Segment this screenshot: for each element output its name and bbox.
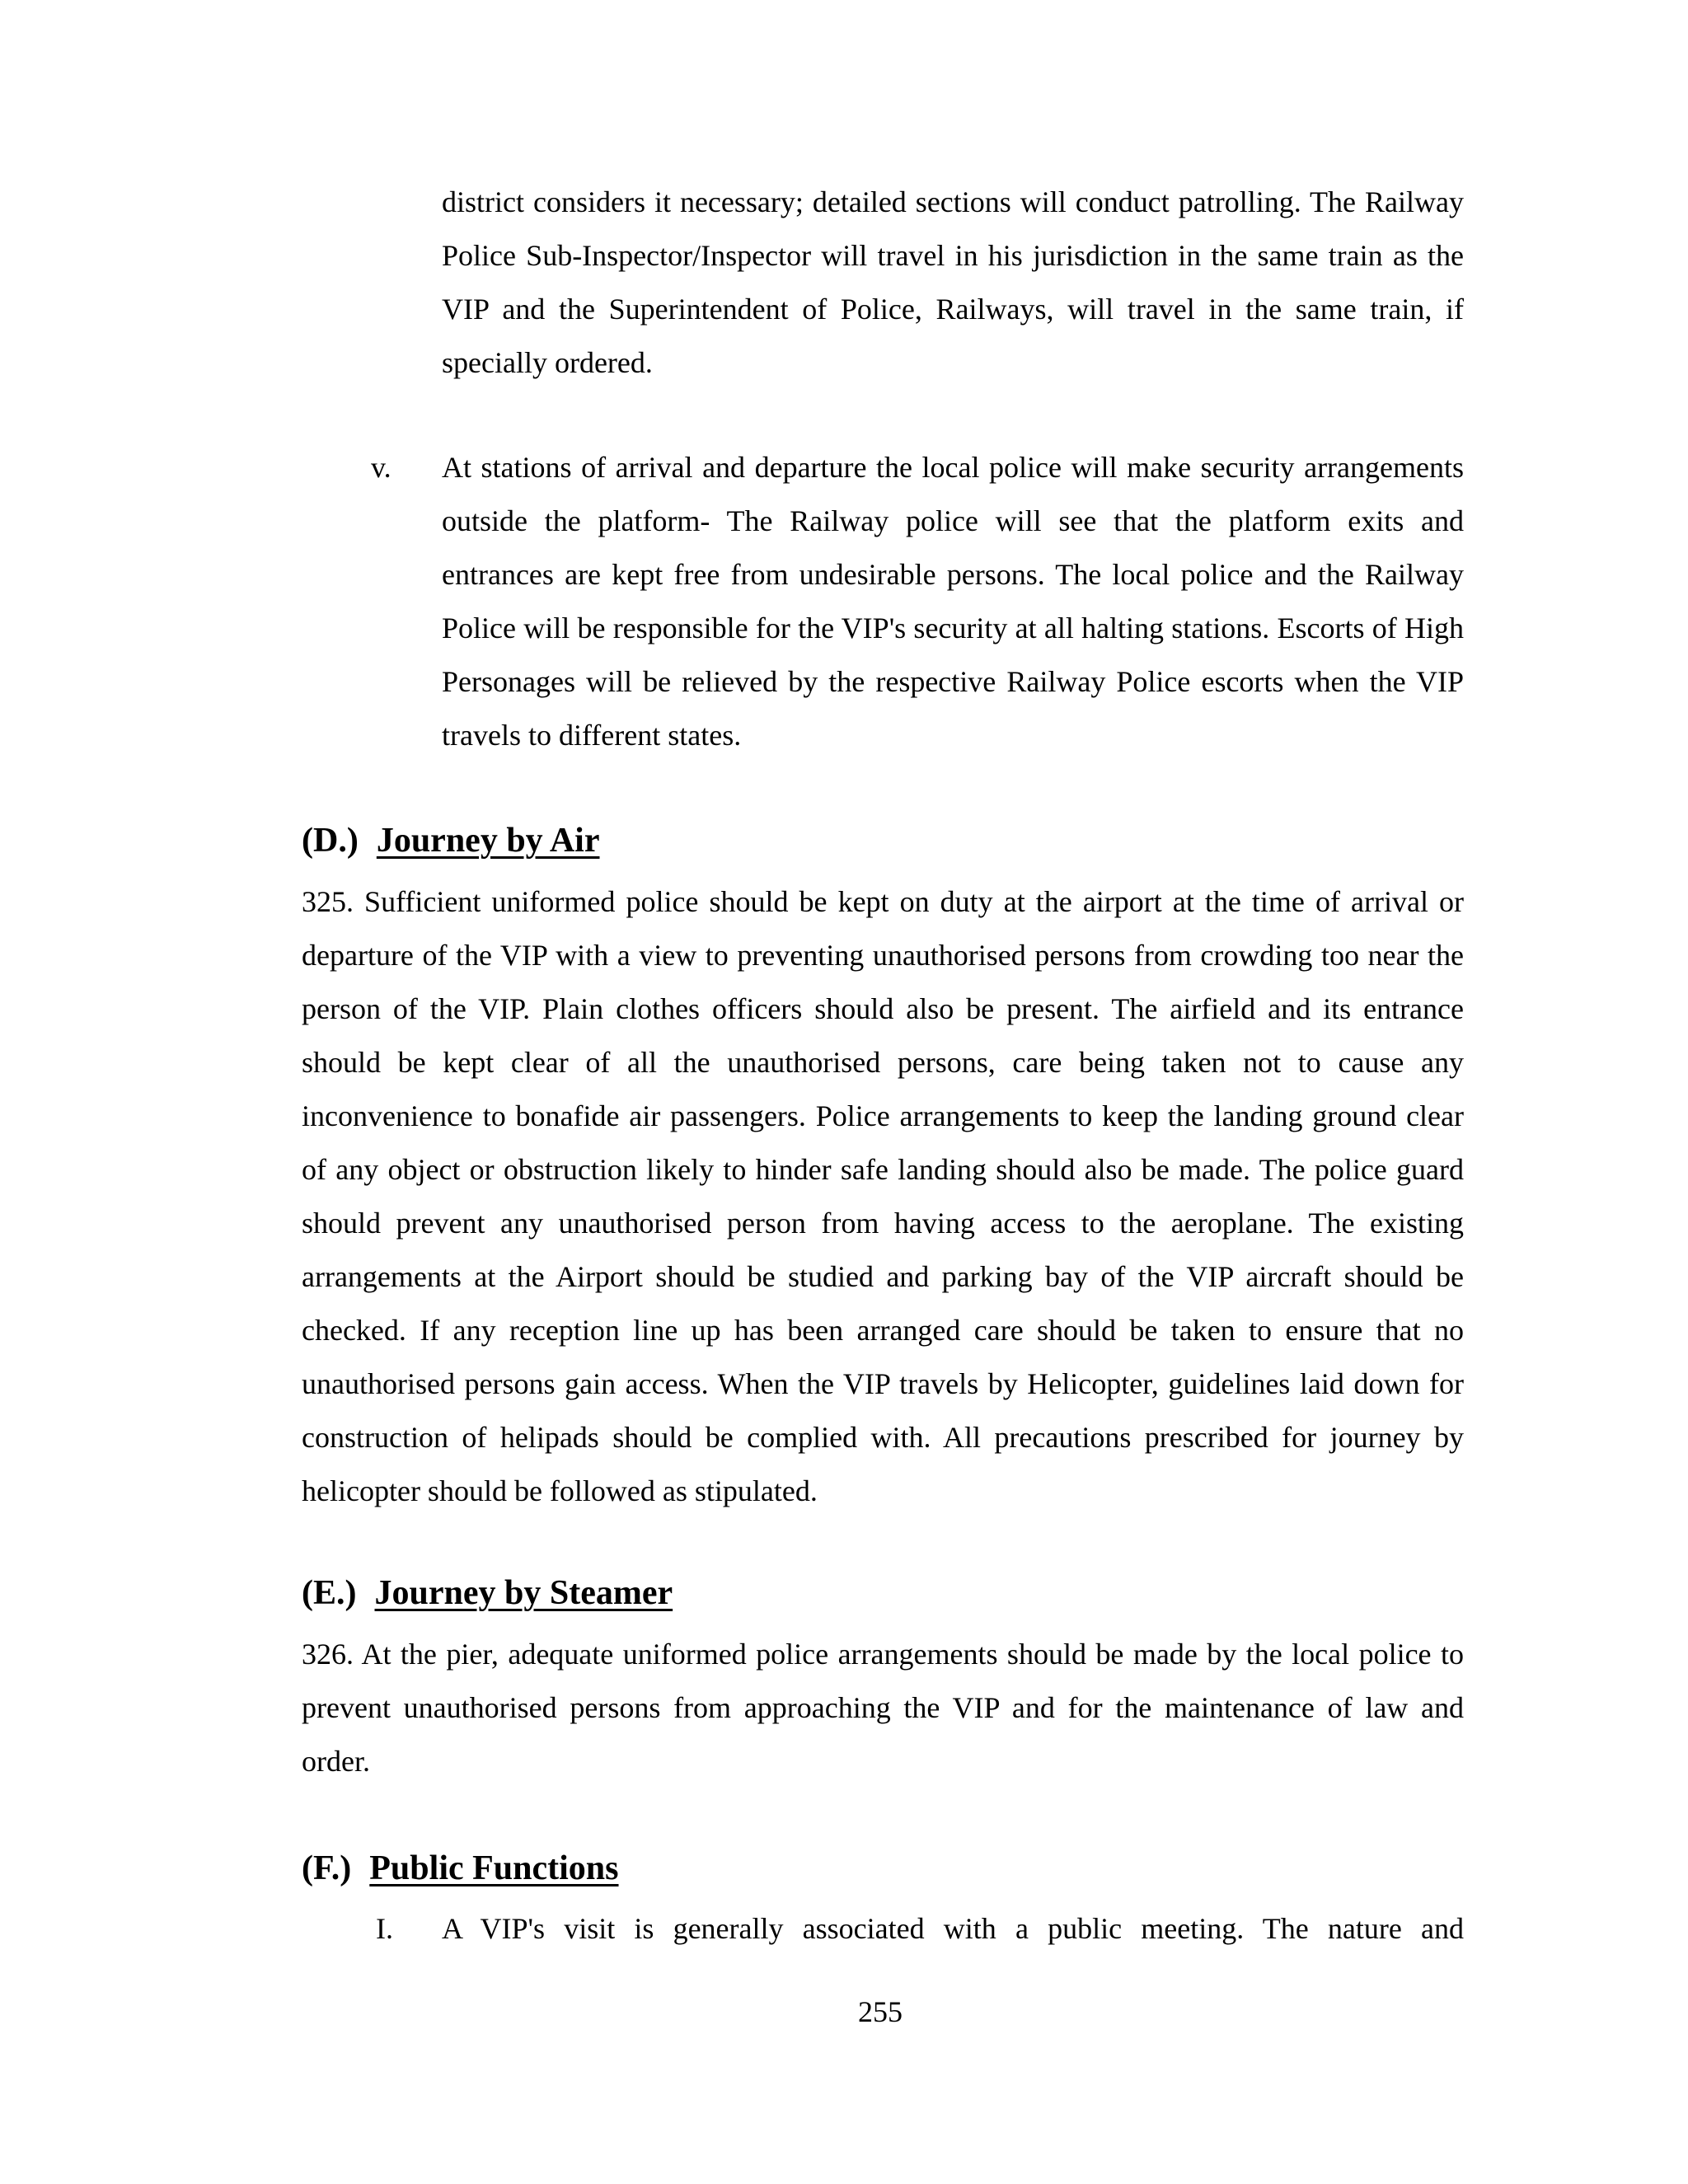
section-number-f: (F.) (302, 1849, 352, 1887)
list-item-i-text: A VIP's visit is generally associated with a public meeting. The nature and (442, 1912, 1464, 1945)
paragraph-326: 326. At the pier, adequate uniformed police arrangements should be made by the local police to prevent unauthorised persons from approaching the VIP and for the maintenance of law and order. (302, 1638, 1464, 1778)
section-heading-e (302, 1568, 673, 1618)
list-item-v-text: At stations of arrival and departure the local police will make security arrangements outside the platform- The Railway police will see that the platform exits and entrances are kept free from undesirable persons. The local police and the Railway Police will be responsible for the VIP's security at all halting stations. Escorts of High Personages will be relieved by the respective Railway Police escorts when the VIP travels to different states. (442, 451, 1464, 752)
continuation-paragraph: district considers it necessary; detailed sections will conduct patrolling. The Railway Police Sub-Inspector/Inspector will travel in his jurisdiction in the same train as the VIP and the Superintendent of Police, Railways, will travel in the same train, if specially ordered. (442, 185, 1464, 379)
section-heading-d (302, 816, 600, 865)
list-marker-i: I. (376, 1912, 393, 1945)
page-number: 255 (858, 1995, 903, 2028)
section-number-d: (D.) (302, 822, 359, 860)
section-number-e: (E.) (302, 1574, 357, 1612)
section-title-e: Journey by Steamer (374, 1574, 673, 1612)
section-title-d: Journey by Air (376, 822, 600, 860)
paragraph-325: 325. Sufficient uniformed police should be kept on duty at the airport at the time of arrival or departure of the VIP with a view to preventing unauthorised persons from crowding too near the person of the VIP. Plain clothes officers should also be present. The airfield and its entrance should be kept clear of all the unauthorised persons, care being taken not to cause any inconvenience to bonafide air passengers. Police arrangements to keep the landing ground clear of any object or obstruction likely to hinder safe landing should also be made. The police guard should prevent any unauthorised person from having access to the aeroplane. The existing arrangements at the Airport should be studied and parking bay of the VIP aircraft should be checked. If any reception line up has been arranged care should be taken to ensure that no unauthorised persons gain access. When the VIP travels by Helicopter, guidelines laid down for construction of helipads should be complied with. All precautions prescribed for journey by helicopter should be followed as stipulated. (302, 885, 1464, 1507)
section-title-f: Public Functions (369, 1849, 619, 1887)
section-heading-f (302, 1844, 619, 1893)
list-marker-v: v. (371, 451, 392, 484)
